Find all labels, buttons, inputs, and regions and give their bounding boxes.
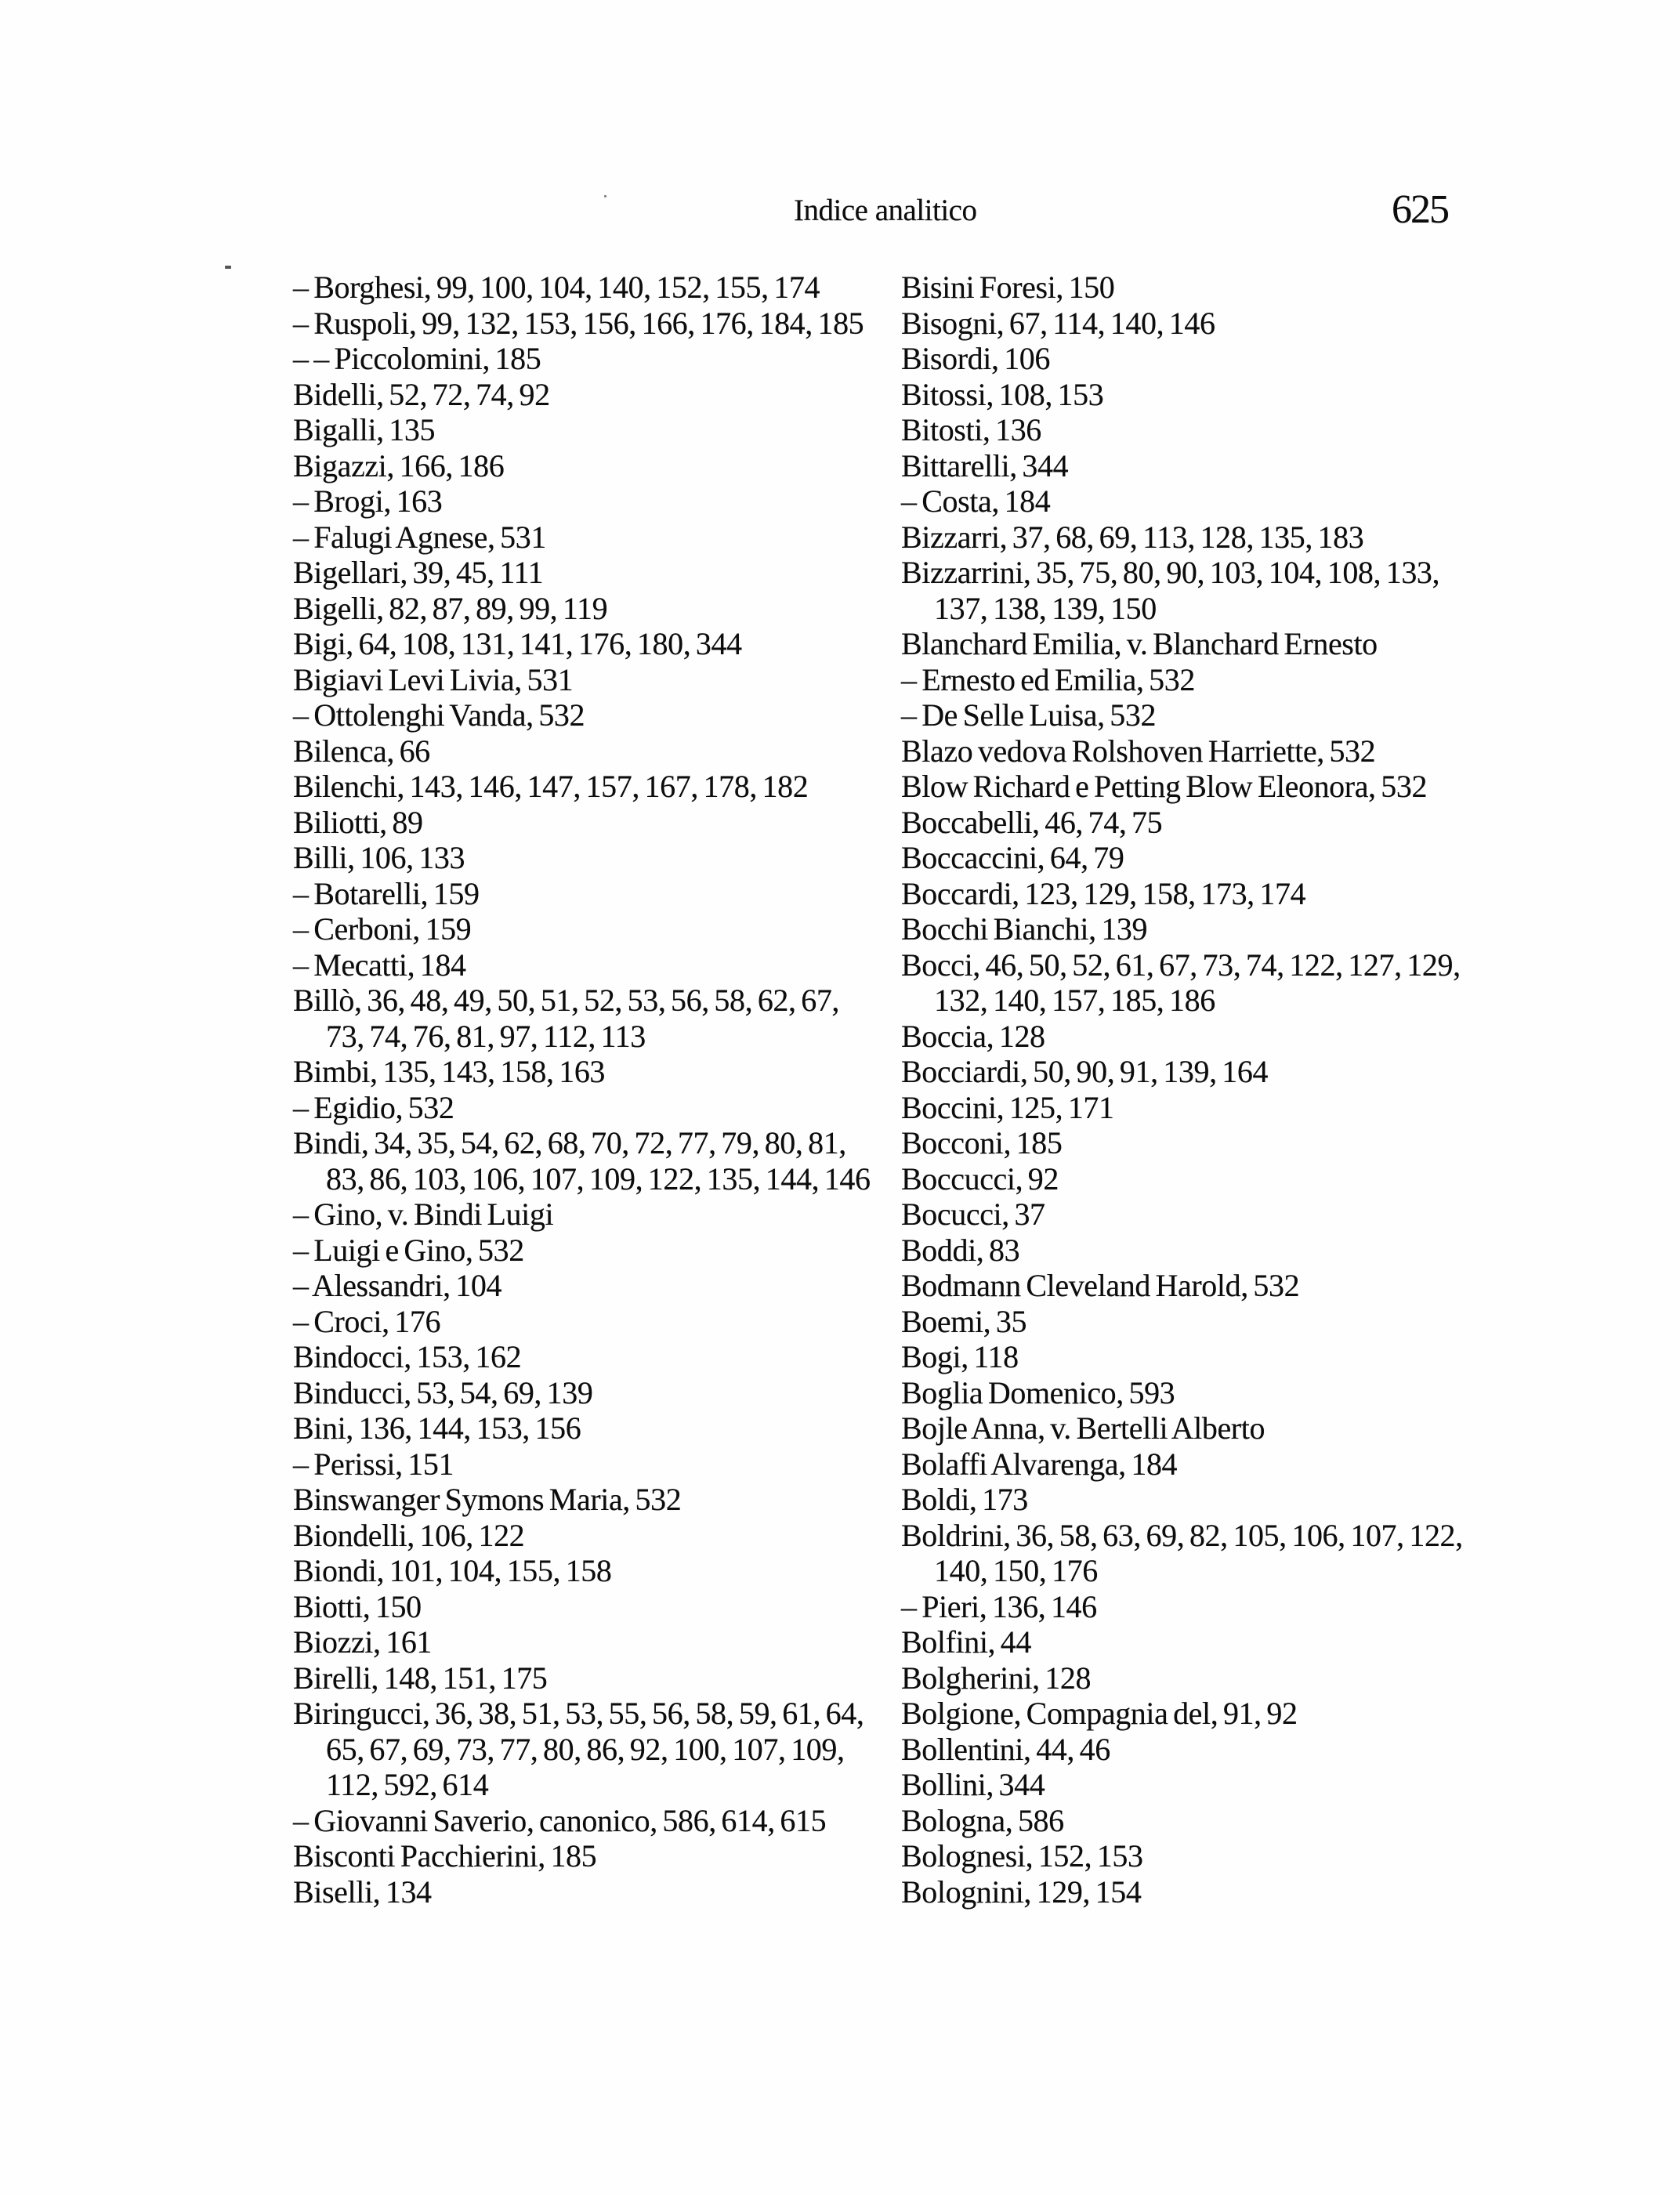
index-entry-line: Biselli, 134: [293, 1874, 432, 1910]
index-entry-line: Boglia Domenico, 593: [901, 1374, 1175, 1410]
index-entry-line: – Cerboni, 159: [293, 911, 472, 947]
index-entry-line: – Giovanni Saverio, canonico, 586, 614, 615: [293, 1802, 827, 1838]
index-entry-line: – Brogi, 163: [293, 483, 443, 519]
index-entry-line: Bisconti Pacchierini, 185: [293, 1838, 597, 1874]
index-entry-line: Bisordi, 106: [901, 341, 1050, 376]
index-column-left: [293, 270, 871, 1910]
index-entry-line: Bigelli, 82, 87, 89, 99, 119: [293, 590, 608, 626]
page-number: 625: [1392, 187, 1448, 232]
index-entry-line: – Egidio, 532: [293, 1089, 454, 1125]
index-entry-line: Billi, 106, 133: [293, 840, 465, 875]
index-entry-line: Binducci, 53, 54, 69, 139: [293, 1374, 593, 1410]
index-entry-line: Boccardi, 123, 129, 158, 173, 174: [901, 875, 1306, 911]
index-entry-line: Bigiavi Levi Livia, 531: [293, 661, 574, 697]
index-entry-line: Bogi, 118: [901, 1339, 1019, 1374]
index-entry-line: – – Piccolomini, 185: [293, 341, 541, 376]
index-entry-line: Bigellari, 39, 45, 111: [293, 555, 544, 590]
index-entry-line: – Gino, v. Bindi Luigi: [293, 1197, 554, 1232]
index-entry-line: Biondelli, 106, 122: [293, 1517, 525, 1553]
index-entry-line: Bocconi, 185: [901, 1125, 1063, 1160]
index-entry-line: Bitossi, 108, 153: [901, 376, 1104, 412]
index-entry-line: Biondi, 101, 104, 155, 158: [293, 1553, 612, 1588]
index-entry-line: – Alessandri, 104: [293, 1268, 502, 1303]
index-entry-line: Boccabelli, 46, 74, 75: [901, 804, 1163, 840]
index-entry-continuation: 83, 86, 103, 106, 107, 109, 122, 135, 144, 146: [326, 1160, 871, 1197]
index-entry-line: Biringucci, 36, 38, 51, 53, 55, 56, 58, 59, 61, 64,: [293, 1696, 864, 1731]
index-entry-line: – Falugi Agnese, 531: [293, 519, 546, 555]
scan-speck: [604, 195, 606, 197]
index-entry-line: Boccia, 128: [901, 1018, 1045, 1054]
index-entry-line: – Ottolenghi Vanda, 532: [293, 697, 585, 733]
index-entry-line: Billò, 36, 48, 49, 50, 51, 52, 53, 56, 58, 62, 67,: [293, 983, 840, 1018]
index-entry-line: – Mecatti, 184: [293, 947, 466, 983]
index-entry-line: Bollini, 344: [901, 1767, 1045, 1802]
index-entry-line: Binswanger Symons Maria, 532: [293, 1482, 682, 1517]
index-entry-line: Birelli, 148, 151, 175: [293, 1660, 548, 1696]
index-entry-line: Bolgherini, 128: [901, 1660, 1092, 1696]
index-entry-line: – De Selle Luisa, 532: [901, 697, 1157, 733]
scan-speck: [225, 266, 231, 269]
index-entry-line: Bitosti, 136: [901, 412, 1041, 447]
index-entry-line: Bocci, 46, 50, 52, 61, 67, 73, 74, 122, 127, 129,: [901, 947, 1461, 983]
index-entry-line: Bindocci, 153, 162: [293, 1339, 522, 1374]
index-entry-line: – Croci, 176: [293, 1303, 441, 1339]
index-entry-line: – Ernesto ed Emilia, 532: [901, 661, 1195, 697]
index-entry-line: Bocucci, 37: [901, 1197, 1045, 1232]
index-entry-line: – Perissi, 151: [293, 1446, 454, 1482]
index-entry-line: Bimbi, 135, 143, 158, 163: [293, 1054, 606, 1089]
index-entry-line: Boldrini, 36, 58, 63, 69, 82, 105, 106, 107, 122,: [901, 1517, 1463, 1553]
index-entry-line: Boemi, 35: [901, 1303, 1027, 1339]
index-entry-line: Bojle Anna, v. Bertelli Alberto: [901, 1410, 1265, 1446]
index-entry-line: Bizzarri, 37, 68, 69, 113, 128, 135, 183: [901, 519, 1364, 555]
index-entry-line: Bolognini, 129, 154: [901, 1874, 1142, 1910]
index-entry-line: Bisogni, 67, 114, 140, 146: [901, 305, 1215, 341]
index-entry-line: Bilenchi, 143, 146, 147, 157, 167, 178, 182: [293, 769, 809, 804]
index-entry-continuation: 140, 150, 176: [934, 1553, 1098, 1588]
index-entry-line: Blow Richard e Petting Blow Eleonora, 532: [901, 769, 1428, 804]
index-entry-line: Bocchi Bianchi, 139: [901, 911, 1148, 947]
index-column-right: [901, 270, 1465, 1910]
index-entry-line: Boccini, 125, 171: [901, 1089, 1114, 1125]
index-entry-line: Bollentini, 44, 46: [901, 1731, 1110, 1767]
index-entry-line: Blanchard Emilia, v. Blanchard Ernesto: [901, 626, 1378, 661]
index-entry-line: Bisini Foresi, 150: [901, 270, 1115, 305]
index-entry-line: Boldi, 173: [901, 1482, 1028, 1517]
index-entry-line: Bolgione, Compagnia del, 91, 92: [901, 1696, 1298, 1731]
index-entry-line: Blazo vedova Rolshoven Harriette, 532: [901, 733, 1376, 769]
index-entry-line: Bittarelli, 344: [901, 447, 1069, 483]
index-entry-line: Bigazzi, 166, 186: [293, 447, 505, 483]
index-entry-continuation: 132, 140, 157, 185, 186: [934, 983, 1215, 1018]
index-entry-line: Bocciardi, 50, 90, 91, 139, 164: [901, 1054, 1269, 1089]
index-entry-line: Bini, 136, 144, 153, 156: [293, 1410, 581, 1446]
index-entry-line: Bologna, 586: [901, 1802, 1064, 1838]
index-entry-line: Bidelli, 52, 72, 74, 92: [293, 376, 550, 412]
index-entry-line: Bigalli, 135: [293, 412, 436, 447]
index-entry-line: Bolfini, 44: [901, 1624, 1031, 1660]
index-entry-line: Bolognesi, 152, 153: [901, 1838, 1143, 1874]
index-entry-line: Biozzi, 161: [293, 1624, 433, 1660]
index-entry-continuation: 73, 74, 76, 81, 97, 112, 113: [326, 1018, 646, 1054]
index-entry-line: Boccucci, 92: [901, 1160, 1059, 1197]
index-entry-continuation: 112, 592, 614: [326, 1767, 489, 1802]
index-entry-line: – Ruspoli, 99, 132, 153, 156, 166, 176, 184, 185: [293, 305, 864, 341]
index-entry-line: Bilenca, 66: [293, 733, 430, 769]
index-entry-line: – Costa, 184: [901, 483, 1051, 519]
index-entry-line: Biotti, 150: [293, 1588, 422, 1624]
index-entry-line: Bigi, 64, 108, 131, 141, 176, 180, 344: [293, 626, 742, 661]
index-entry-line: Boddi, 83: [901, 1232, 1020, 1268]
index-entry-line: Boccaccini, 64, 79: [901, 840, 1124, 875]
index-entry-line: Bizzarrini, 35, 75, 80, 90, 103, 104, 108, 133,: [901, 555, 1440, 590]
index-entry-line: – Pieri, 136, 146: [901, 1588, 1097, 1624]
index-entry-line: – Borghesi, 99, 100, 104, 140, 152, 155, 174: [293, 270, 820, 305]
index-entry-continuation: 65, 67, 69, 73, 77, 80, 86, 92, 100, 107, 109,: [326, 1731, 845, 1767]
running-title: Indice analitico: [794, 194, 977, 227]
index-entry-line: Biliotti, 89: [293, 804, 423, 840]
index-entry-line: Bindi, 34, 35, 54, 62, 68, 70, 72, 77, 79, 80, 81,: [293, 1125, 846, 1160]
index-entry-line: Bolaffi Alvarenga, 184: [901, 1446, 1178, 1482]
index-entry-line: – Botarelli, 159: [293, 875, 480, 911]
index-entry-continuation: 137, 138, 139, 150: [934, 590, 1157, 626]
index-entry-line: – Luigi e Gino, 532: [293, 1232, 524, 1268]
index-entry-line: Bodmann Cleveland Harold, 532: [901, 1268, 1300, 1303]
